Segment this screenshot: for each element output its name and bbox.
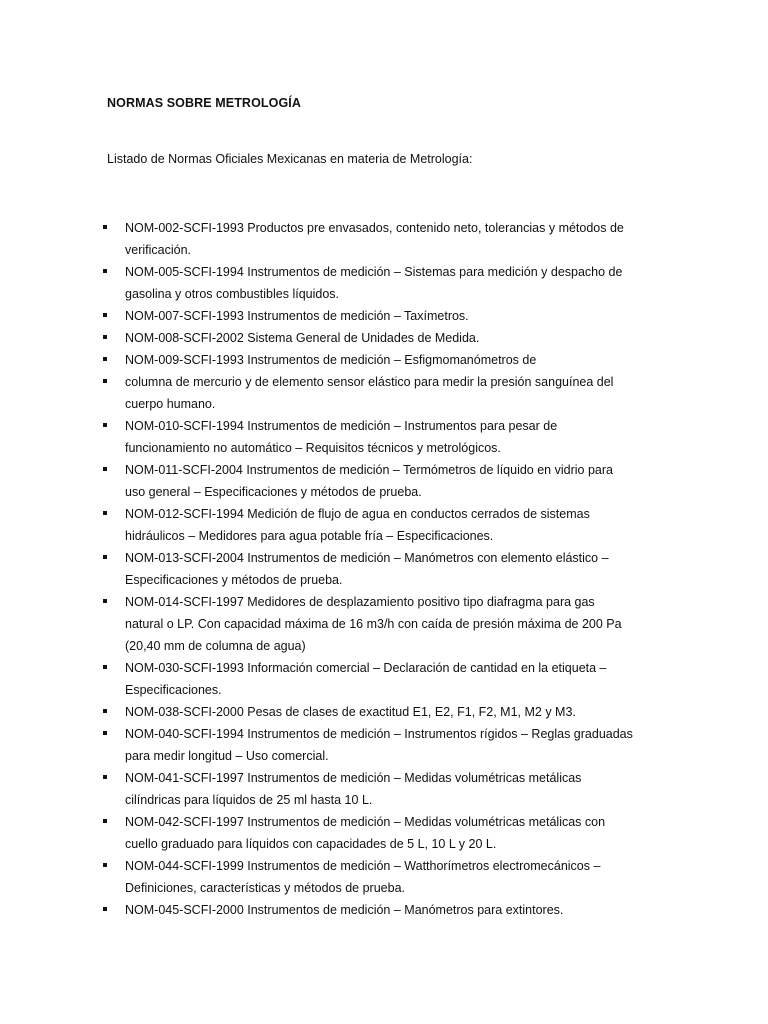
list-item [100, 503, 665, 547]
document-title: NORMAS SOBRE METROLOGÍA [107, 96, 301, 110]
list-item-line: Especificaciones y métodos de prueba. [125, 573, 343, 587]
list-item-line: verificación. [125, 243, 191, 257]
list-item-line: cuerpo humano. [125, 397, 216, 411]
list-item-line: NOM-010-SCFI-1994 Instrumentos de medición – Instrumentos para pesar de [125, 419, 558, 433]
list-item-line: NOM-007-SCFI-1993 Instrumentos de medición – Taxímetros. [125, 309, 469, 323]
list-item-line: NOM-012-SCFI-1994 Medición de flujo de agua en conductos cerrados de sistemas [125, 507, 590, 521]
list-item-line: NOM-014-SCFI-1997 Medidores de desplazamiento positivo tipo diafragma para gas [125, 595, 595, 609]
list-item [100, 811, 665, 855]
bullet-icon [103, 379, 107, 383]
bullet-icon [103, 775, 107, 779]
list-item-line: NOM-030-SCFI-1993 Información comercial – Declaración de cantidad en la etiqueta – [125, 661, 607, 675]
list-item-line: NOM-013-SCFI-2004 Instrumentos de medición – Manómetros con elemento elástico – [125, 551, 609, 565]
list-item-line: NOM-009-SCFI-1993 Instrumentos de medición – Esfigmomanómetros de [125, 353, 537, 367]
bullet-icon [103, 599, 107, 603]
bullet-icon [103, 819, 107, 823]
bullet-icon [103, 269, 107, 273]
list-item [100, 547, 665, 591]
list-item [100, 371, 665, 415]
intro-text: Listado de Normas Oficiales Mexicanas en materia de Metrología: [107, 152, 473, 166]
list-item-line: NOM-002-SCFI-1993 Productos pre envasados, contenido neto, tolerancias y métodos de [125, 221, 624, 235]
list-item [100, 459, 665, 503]
list-item-line: NOM-038-SCFI-2000 Pesas de clases de exactitud E1, E2, F1, F2, M1, M2 y M3. [125, 705, 576, 719]
list-item [100, 327, 665, 349]
list-item-line: NOM-005-SCFI-1994 Instrumentos de medición – Sistemas para medición y despacho de [125, 265, 623, 279]
list-item [100, 767, 665, 811]
list-item [100, 899, 665, 921]
list-item-line: NOM-041-SCFI-1997 Instrumentos de medición – Medidas volumétricas metálicas [125, 771, 582, 785]
list-item-line: para medir longitud – Uso comercial. [125, 749, 329, 763]
bullet-icon [103, 467, 107, 471]
list-item-line: uso general – Especificaciones y métodos de prueba. [125, 485, 422, 499]
list-item-line: NOM-011-SCFI-2004 Instrumentos de medición – Termómetros de líquido en vidrio para [125, 463, 613, 477]
bullet-icon [103, 357, 107, 361]
list-item-line: NOM-040-SCFI-1994 Instrumentos de medición – Instrumentos rígidos – Reglas graduadas [125, 727, 633, 741]
list-item-line: columna de mercurio y de elemento sensor elástico para medir la presión sanguínea del [125, 375, 614, 389]
bullet-icon [103, 555, 107, 559]
list-item [100, 657, 665, 701]
list-item-line: NOM-045-SCFI-2000 Instrumentos de medición – Manómetros para extintores. [125, 903, 564, 917]
list-item-line: Definiciones, características y métodos de prueba. [125, 881, 405, 895]
list-item [100, 591, 665, 657]
list-item-line: cuello graduado para líquidos con capacidades de 5 L, 10 L y 20 L. [125, 837, 497, 851]
list-item-line: natural o LP. Con capacidad máxima de 16 m3/h con caída de presión máxima de 200 Pa [125, 617, 622, 631]
list-item-line: gasolina y otros combustibles líquidos. [125, 287, 340, 301]
bullet-icon [103, 907, 107, 911]
list-item-line: (20,40 mm de columna de agua) [125, 639, 306, 653]
bullet-icon [103, 313, 107, 317]
list-item [100, 305, 665, 327]
list-item-line: NOM-042-SCFI-1997 Instrumentos de medición – Medidas volumétricas metálicas con [125, 815, 606, 829]
list-item [100, 261, 665, 305]
bullet-icon [103, 423, 107, 427]
list-item [100, 415, 665, 459]
list-item-line: cilíndricas para líquidos de 25 ml hasta 10 L. [125, 793, 373, 807]
bullet-icon [103, 709, 107, 713]
list-item [100, 723, 665, 767]
bullet-icon [103, 225, 107, 229]
list-item [100, 217, 665, 261]
list-item-line: NOM-008-SCFI-2002 Sistema General de Unidades de Medida. [125, 331, 480, 345]
list-item-line: hidráulicos – Medidores para agua potable fría – Especificaciones. [125, 529, 494, 543]
bullet-icon [103, 335, 107, 339]
list-item [100, 855, 665, 899]
bullet-icon [103, 863, 107, 867]
bullet-icon [103, 511, 107, 515]
norms-list [100, 217, 665, 921]
bullet-icon [103, 665, 107, 669]
bullet-icon [103, 731, 107, 735]
list-item [100, 701, 665, 723]
list-item-line: Especificaciones. [125, 683, 222, 697]
list-item [100, 349, 665, 371]
list-item-line: funcionamiento no automático – Requisitos técnicos y metrológicos. [125, 441, 501, 455]
list-item-line: NOM-044-SCFI-1999 Instrumentos de medición – Watthorímetros electromecánicos – [125, 859, 601, 873]
